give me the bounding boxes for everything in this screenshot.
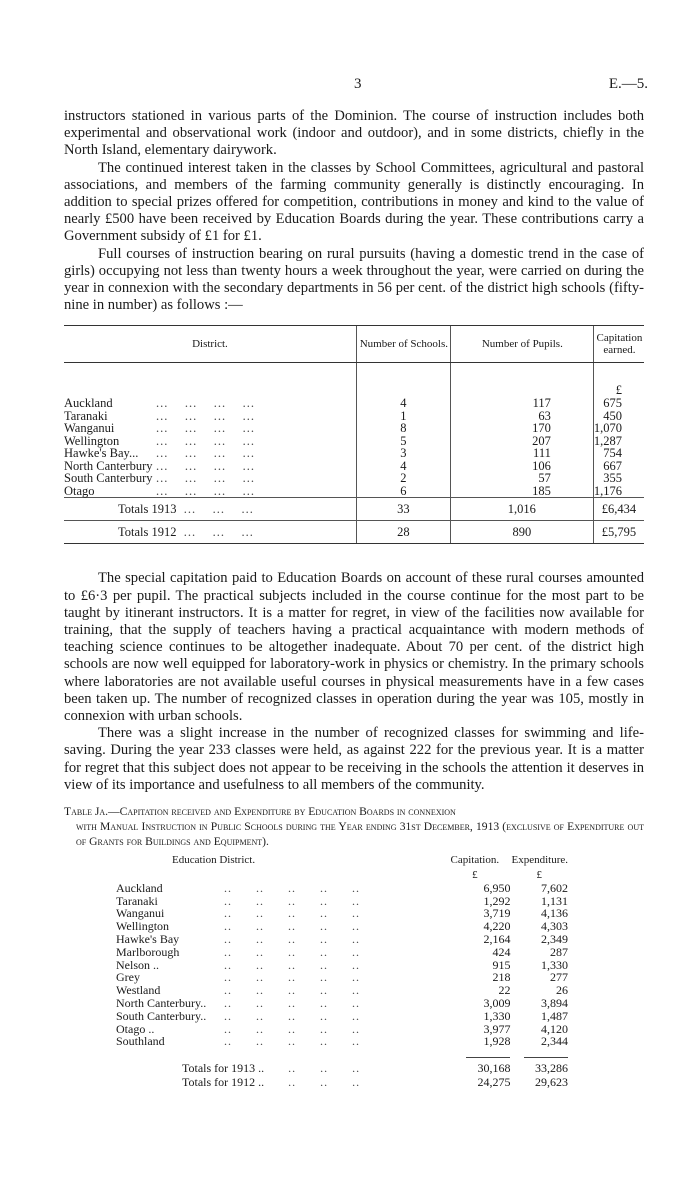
pupils-cell: 106 bbox=[450, 460, 593, 473]
col-schools: Number of Schools. bbox=[356, 326, 450, 363]
capitation-cell: 22 bbox=[498, 983, 511, 998]
district-name: Southland bbox=[116, 1034, 165, 1049]
paragraph-intro: instructors stationed in various parts of the Dominion. The course of instruction includes both experimental and observational work (indoor and outdoor), and in some districts, chiefly in the North Island, elementary dairywork. bbox=[64, 108, 644, 159]
pupils-cell: 111 bbox=[450, 447, 593, 460]
schools-cell: 3 bbox=[356, 447, 450, 460]
manual-instruction-table bbox=[116, 851, 572, 1089]
rule-line bbox=[466, 1057, 510, 1058]
totals-row bbox=[64, 498, 644, 521]
col-education-district: Education District. bbox=[172, 854, 256, 867]
capitation-cell: 3,009 bbox=[483, 996, 511, 1011]
expenditure-cell: 2,349 bbox=[541, 932, 568, 947]
table-row bbox=[116, 1035, 572, 1048]
district-name: Wanganui bbox=[116, 906, 165, 921]
schools-cell: 4 bbox=[356, 397, 450, 410]
table-row bbox=[64, 472, 644, 485]
expenditure-total: 33,286 bbox=[535, 1061, 568, 1076]
leader-dots: ... ... ... ... bbox=[156, 471, 255, 486]
capitation-total: £5,795 bbox=[593, 521, 644, 544]
capitation-cell: 3,977 bbox=[483, 1021, 511, 1036]
col-expenditure: Expenditure. bbox=[511, 854, 568, 867]
totals-label: Totals for 1913 .. bbox=[182, 1061, 265, 1076]
table-row bbox=[64, 485, 644, 498]
totals-rule-row bbox=[116, 1048, 572, 1061]
capitation-cell: 1,330 bbox=[483, 1008, 511, 1023]
schools-total: 28 bbox=[356, 521, 450, 544]
expenditure-cell: 3,894 bbox=[541, 996, 568, 1011]
expenditure-total: 29,623 bbox=[535, 1075, 568, 1090]
capitation-cell: 218 bbox=[492, 970, 511, 985]
capitation-cell: 1,287 bbox=[593, 435, 644, 448]
leader-dots: ... ... ... bbox=[179, 525, 254, 540]
leader-dots: .. .. .. .. .. bbox=[224, 919, 360, 934]
leader-dots: .. .. .. .. .. bbox=[224, 957, 360, 972]
capitation-cell: 1,292 bbox=[483, 893, 511, 908]
capitation-cell: 450 bbox=[593, 410, 644, 423]
leader-dots: .. .. .. .. .. bbox=[224, 932, 360, 947]
rural-courses-table bbox=[64, 325, 644, 544]
col-pupils: Number of Pupils. bbox=[450, 326, 593, 363]
col-capitation: Capitation. bbox=[450, 854, 500, 867]
rule-line bbox=[524, 1057, 568, 1058]
schools-cell: 1 bbox=[356, 410, 450, 423]
expenditure-cell: 277 bbox=[550, 970, 568, 985]
schools-cell: 5 bbox=[356, 435, 450, 448]
pupils-cell: 117 bbox=[450, 397, 593, 410]
page-number: 3 bbox=[354, 76, 362, 92]
capitation-cell: 667 bbox=[593, 460, 644, 473]
district-name: Wellington bbox=[64, 433, 120, 448]
table-header-row bbox=[64, 326, 644, 363]
totals-row bbox=[116, 1061, 572, 1075]
capitation-cell: 6,950 bbox=[483, 880, 511, 895]
paragraph-full-courses: Full courses of instruction bearing on rural pursuits (having a domestic trend in the case of girls) occupying not less than twenty hours a week throughout the year, were carried on during the year in connexion with the secondary departments in 56 per cent. of the district high schools (fifty-nine in number) as follows :— bbox=[64, 245, 644, 314]
capitation-cell: 355 bbox=[593, 472, 644, 485]
col-capitation: Capitation earned. bbox=[593, 326, 644, 363]
district-name: Taranaki bbox=[116, 893, 158, 908]
unit-exp: £ bbox=[536, 869, 542, 882]
pupils-cell: 207 bbox=[450, 435, 593, 448]
district-name: South Canterbury bbox=[64, 471, 153, 486]
table-header-row bbox=[116, 851, 572, 869]
unit-cap: £ bbox=[472, 869, 478, 882]
district-name: South Canterbury.. bbox=[116, 1008, 207, 1023]
expenditure-cell: 1,131 bbox=[541, 893, 568, 908]
document-page bbox=[64, 0, 648, 1090]
leader-dots: .. .. .. .. .. bbox=[224, 944, 360, 959]
pupils-total: 890 bbox=[450, 521, 593, 544]
district-name: Marlborough bbox=[116, 944, 180, 959]
totals-row bbox=[64, 521, 644, 544]
leader-dots: .. .. .. .. .. bbox=[224, 970, 360, 985]
expenditure-cell: 2,344 bbox=[541, 1034, 568, 1049]
schools-cell: 6 bbox=[356, 485, 450, 498]
leader-dots: .. .. .. .. .. bbox=[224, 893, 360, 908]
district-name: North Canterbury bbox=[64, 458, 153, 473]
expenditure-cell: 1,487 bbox=[541, 1008, 568, 1023]
unit-pounds: £ bbox=[593, 383, 644, 397]
pupils-total: 1,016 bbox=[450, 498, 593, 521]
leader-dots: ... ... ... ... bbox=[156, 421, 255, 436]
schools-cell: 8 bbox=[356, 422, 450, 435]
expenditure-cell: 4,136 bbox=[541, 906, 568, 921]
leader-dots: ... ... ... ... bbox=[156, 433, 255, 448]
capitation-cell: 1,070 bbox=[593, 422, 644, 435]
district-name: North Canterbury.. bbox=[116, 996, 207, 1011]
district-name: Otago bbox=[64, 483, 95, 498]
capitation-cell: 915 bbox=[492, 957, 511, 972]
leader-dots: .. .. .. .. .. bbox=[224, 1021, 360, 1036]
leader-dots: .. .. .. .. .. bbox=[224, 1008, 360, 1023]
capitation-cell: 4,220 bbox=[483, 919, 511, 934]
district-name: Wellington bbox=[116, 919, 170, 934]
totals-label: Totals 1912 bbox=[118, 525, 177, 540]
expenditure-cell: 287 bbox=[550, 944, 568, 959]
capitation-total: 30,168 bbox=[477, 1061, 511, 1076]
caption-line-1: Table Ja.—Capitation received and Expenditure by Education Boards in connexion bbox=[64, 805, 456, 819]
district-name: Hawke's Bay... bbox=[64, 446, 139, 461]
totals-row bbox=[116, 1075, 572, 1089]
capitation-total: £6,434 bbox=[593, 498, 644, 521]
district-name: Wanganui bbox=[64, 421, 115, 436]
leader-dots: ... ... ... bbox=[179, 502, 254, 517]
district-name: Otago .. bbox=[116, 1021, 155, 1036]
document-reference: E.—5. bbox=[608, 76, 648, 92]
page-header bbox=[64, 0, 648, 108]
capitation-cell: 754 bbox=[593, 447, 644, 460]
pupils-cell: 185 bbox=[450, 485, 593, 498]
leader-dots: .. .. .. .. .. bbox=[224, 996, 360, 1011]
expenditure-cell: 26 bbox=[556, 983, 568, 998]
leader-dots: .. .. .. .. .. bbox=[224, 906, 360, 921]
leader-dots: ... ... ... ... bbox=[156, 483, 255, 498]
leader-dots: .. .. .. .. .. bbox=[224, 1034, 360, 1049]
schools-cell: 4 bbox=[356, 460, 450, 473]
leader-dots: ... ... ... ... bbox=[156, 408, 255, 423]
leader-dots: ... ... ... ... bbox=[156, 396, 255, 411]
district-name: Hawke's Bay bbox=[116, 932, 180, 947]
district-name: Auckland bbox=[64, 396, 113, 411]
expenditure-cell: 4,303 bbox=[541, 919, 568, 934]
table-row bbox=[64, 410, 644, 423]
schools-total: 33 bbox=[356, 498, 450, 521]
pupils-cell: 63 bbox=[450, 410, 593, 423]
expenditure-cell: 7,602 bbox=[541, 880, 568, 895]
leader-dots: .. .. .. bbox=[264, 1075, 361, 1090]
leader-dots: ... ... ... ... bbox=[156, 446, 255, 461]
pupils-cell: 170 bbox=[450, 422, 593, 435]
district-name: Auckland bbox=[116, 880, 163, 895]
expenditure-cell: 4,120 bbox=[541, 1021, 568, 1036]
capitation-cell: 2,164 bbox=[483, 932, 511, 947]
capitation-cell: 675 bbox=[593, 397, 644, 410]
district-name: Westland bbox=[116, 983, 161, 998]
table-row bbox=[64, 422, 644, 435]
district-name: Grey bbox=[116, 970, 140, 985]
caption-line-rest: with Manual Instruction in Public Schools during the Year ending 31st December, 1913 (exclusive of Expenditure out of Grants for Buildings and Equipment). bbox=[76, 820, 644, 849]
leader-dots: .. .. .. .. .. bbox=[224, 983, 360, 998]
paragraph-interest: The continued interest taken in the classes by School Committees, agricultural and pastoral associations, and members of the farming community generally is distinctly encouraging. In addition to special prizes offered for competition, contributions in money and kind to the value of nearly £500 have been received by Education Boards during the year. These contributions carry a Government subsidy of £1 for £1. bbox=[64, 159, 644, 245]
leader-dots: .. .. .. bbox=[264, 1061, 361, 1076]
totals-label: Totals 1913 bbox=[118, 502, 177, 517]
capitation-total: 24,275 bbox=[477, 1075, 511, 1090]
leader-dots: .. .. .. .. .. bbox=[224, 880, 360, 895]
col-district: District. bbox=[64, 326, 356, 363]
capitation-cell: 1,928 bbox=[483, 1034, 511, 1049]
table-row bbox=[64, 435, 644, 448]
capitation-cell: 1,176 bbox=[593, 485, 644, 498]
leader-dots: ... ... ... ... bbox=[156, 458, 255, 473]
table-row bbox=[64, 397, 644, 410]
pupils-cell: 57 bbox=[450, 472, 593, 485]
table-caption bbox=[64, 804, 644, 849]
schools-cell: 2 bbox=[356, 472, 450, 485]
capitation-cell: 3,719 bbox=[483, 906, 511, 921]
district-name: Taranaki bbox=[64, 408, 108, 423]
totals-label: Totals for 1912 .. bbox=[182, 1075, 265, 1090]
district-name: Nelson .. bbox=[116, 957, 159, 972]
paragraph-special-capitation: The special capitation paid to Education Boards on account of these rural courses amounted to £6·3 per pupil. The practical subjects included in the course continue for the most part to be taught by itinerant instructors. It is a matter for regret, in view of the facilities now available for training, that the supply of teachers having a practical acquaintance with modern methods of teaching science continues to be altogether inadequate. About 70 per cent. of the district high schools are now well equipped for laboratory-work in physics or chemistry. In the primary schools where laboratories are not available useful courses in physical measurements have in a few cases been taken up. The number of recognized classes in operation during the year was 105, mostly in connexion with urban schools. bbox=[64, 570, 644, 725]
expenditure-cell: 1,330 bbox=[541, 957, 568, 972]
capitation-cell: 424 bbox=[492, 944, 511, 959]
paragraph-swimming: There was a slight increase in the number of recognized classes for swimming and life-saving. During the year 233 classes were held, as against 222 for the previous year. It is a matter for regret that this subject does not appear to be receiving in the schools the attention it deserves in view of its importance and usefulness to all members of the community. bbox=[64, 725, 644, 793]
